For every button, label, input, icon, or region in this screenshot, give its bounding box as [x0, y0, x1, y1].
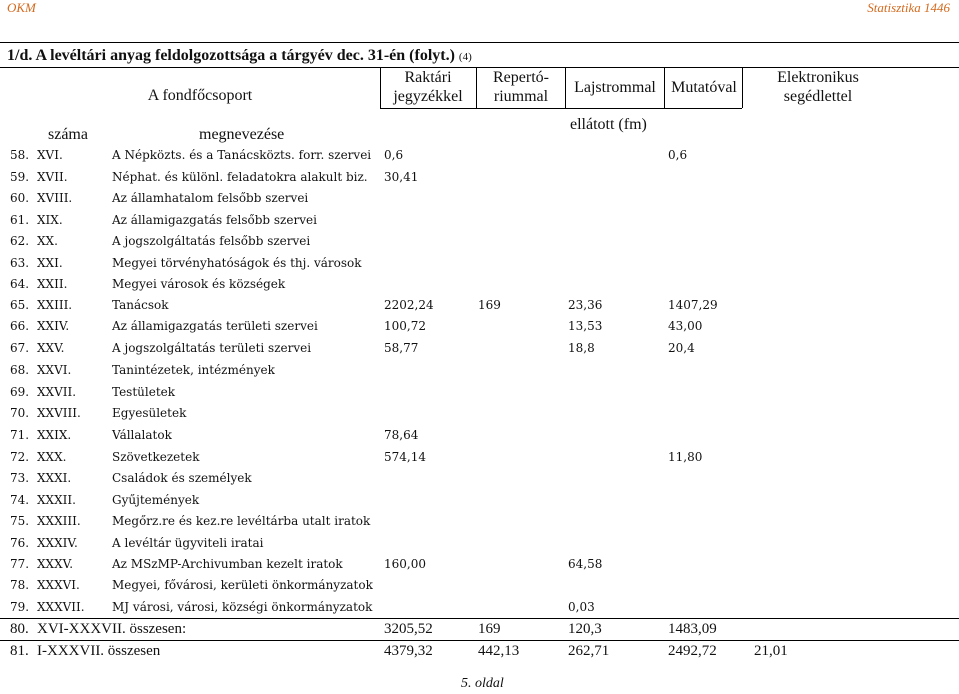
col-divider-5 [742, 68, 743, 108]
cell-name: Néphat. és különl. feladatokra alakult biz. [112, 170, 368, 184]
col-repertorium-line1: Repertó- [493, 69, 549, 86]
cell-num: 69. [10, 385, 30, 399]
cell-name: Tanintézetek, intézmények [112, 363, 275, 377]
header-right: Statisztika 1446 [867, 0, 950, 15]
cell-code: XXXV. [37, 557, 74, 571]
cell-code: XXIII. [37, 298, 73, 312]
table-title [0, 42, 959, 68]
cell-repertorium: 169 [478, 298, 501, 312]
cell-name: Vállalatok [112, 428, 172, 442]
cell-code: XX. [37, 234, 58, 248]
cell-lajstrom: 0,03 [568, 600, 595, 614]
cell-code: XXXII. [37, 493, 76, 507]
title-text: 1/d. A levéltári anyag feldolgozottsága a tárgyév dec. 31-én (folyt.) [7, 47, 455, 64]
cell-num: 59. [10, 170, 30, 184]
cell-raktari: 58,77 [384, 341, 419, 355]
cell-lajstrom: 64,58 [568, 557, 603, 571]
cell-num: 63. [10, 256, 30, 270]
cell-num: 72. [10, 450, 30, 464]
cell-code: XVII. [37, 170, 68, 184]
cell-num: 67. [10, 341, 30, 355]
cell-code: XXI. [37, 256, 63, 270]
cell-num: 76. [10, 536, 30, 550]
col-divider-1 [380, 68, 381, 108]
cell-num: 58. [10, 148, 30, 162]
cell-code: XXVIII. [37, 406, 81, 420]
title-note: (4) [458, 51, 472, 63]
cell-num: 77. [10, 557, 30, 571]
cell-num: 61. [10, 213, 30, 227]
cell-num: 70. [10, 406, 30, 420]
cell-code: XIX. [37, 213, 63, 227]
col-elektronikus-line1: Elektronikus [777, 69, 859, 86]
cell-code: XXIX. [37, 428, 72, 442]
cell-name: Egyesületek [112, 406, 187, 420]
cell-num: 73. [10, 471, 30, 485]
cell-name: A Népközts. és a Tanácsközts. forr. szervei [112, 148, 372, 162]
cell-elektronikus: 21,01 [754, 643, 788, 659]
total-row-rule [0, 618, 959, 619]
cell-mutato: 1483,09 [668, 621, 717, 637]
cell-name: Tanácsok [112, 298, 169, 312]
sub-megnevezese: megnevezése [199, 126, 285, 143]
col-lajstrom: Lajstrommal [574, 79, 656, 96]
col-divider-3 [565, 68, 566, 108]
cell-code: XXXVI. [37, 578, 80, 592]
cell-repertorium: 442,13 [478, 643, 520, 659]
cell-name: Szövetkezetek [112, 450, 200, 464]
cell-mutato: 0,6 [668, 148, 688, 162]
cell-lajstrom: 120,3 [568, 621, 602, 637]
cell-code: XXVI. [37, 363, 72, 377]
cell-name: Családok és személyek [112, 471, 252, 485]
cell-name: Megyei, fővárosi, kerületi önkormányzatok [112, 578, 373, 592]
cell-num: 64. [10, 277, 30, 291]
cell-num: 75. [10, 514, 30, 528]
cell-lajstrom: 13,53 [568, 319, 603, 333]
cell-code: XXXIII. [37, 514, 81, 528]
page-footer: 5. oldal [461, 676, 504, 691]
cell-mutato: 20,4 [668, 341, 695, 355]
cell-name: Megyei törvényhatóságok és thj. városok [112, 256, 362, 270]
cell-num: 78. [10, 578, 30, 592]
cell-num: 71. [10, 428, 30, 442]
cell-mutato: 11,80 [668, 450, 703, 464]
col-raktari-line1: Raktári [404, 69, 452, 86]
cell-raktari: 2202,24 [384, 298, 434, 312]
cell-code: I-XXXVII. összesen [37, 643, 161, 659]
col-mutato: Mutatóval [671, 79, 737, 96]
col-repertorium [477, 68, 565, 106]
cell-raktari: 3205,52 [384, 621, 433, 637]
cell-name: Gyűjtemények [112, 493, 200, 507]
cell-lajstrom: 23,36 [568, 298, 603, 312]
cell-code: XVI-XXXVII. összesen: [37, 621, 187, 637]
col-raktari [378, 68, 478, 106]
cell-mutato: 2492,72 [668, 643, 717, 659]
col-fondfocsoport: A fondfőcsoport [147, 87, 253, 104]
cell-num: 68. [10, 363, 30, 377]
cell-name: Megőrz.re és kez.re levéltárba utalt iratok [112, 514, 371, 528]
cell-name: Az államhatalom felsőbb szervei [112, 191, 309, 205]
cell-num: 79. [10, 600, 30, 614]
col-elektronikus-line2: segédlettel [783, 88, 853, 105]
cell-name: A jogszolgáltatás területi szervei [112, 341, 312, 355]
cell-code: XVI. [37, 148, 63, 162]
sub-ellatott: ellátott (fm) [570, 116, 647, 133]
col-raktari-line2: jegyzékkel [393, 88, 463, 105]
cell-code: XXV. [37, 341, 65, 355]
cell-lajstrom: 18,8 [568, 341, 595, 355]
cell-num: 80. [10, 621, 29, 637]
cell-num: 62. [10, 234, 30, 248]
cell-mutato: 43,00 [668, 319, 703, 333]
cell-name: Az államigazgatás területi szervei [112, 319, 318, 333]
cell-name: A levéltár ügyviteli iratai [112, 536, 264, 550]
cell-raktari: 30,41 [384, 170, 419, 184]
cell-num: 74. [10, 493, 30, 507]
col-repertorium-line2: riummal [493, 88, 549, 105]
cell-code: XXXI. [37, 471, 72, 485]
col-divider-4 [664, 68, 665, 108]
cell-mutato: 1407,29 [668, 298, 718, 312]
cell-lajstrom: 262,71 [568, 643, 610, 659]
cell-raktari: 0,6 [384, 148, 404, 162]
cell-raktari: 100,72 [384, 319, 426, 333]
cell-code: XXXIV. [37, 536, 78, 550]
cell-repertorium: 169 [478, 621, 501, 637]
col-elektronikus [743, 68, 893, 106]
cell-name: Testületek [112, 385, 176, 399]
cell-name: A jogszolgáltatás felsőbb szervei [112, 234, 311, 248]
cell-code: XVIII. [37, 191, 73, 205]
cell-raktari: 78,64 [384, 428, 419, 442]
cell-code: XXVII. [37, 385, 77, 399]
cell-num: 66. [10, 319, 30, 333]
cell-code: XXII. [37, 277, 68, 291]
cell-name: Az MSzMP-Archivumban kezelt iratok [112, 557, 343, 571]
cell-raktari: 574,14 [384, 450, 426, 464]
cell-raktari: 4379,32 [384, 643, 433, 659]
cell-code: XXX. [37, 450, 67, 464]
cell-num: 60. [10, 191, 30, 205]
cell-name: Megyei városok és községek [112, 277, 286, 291]
cell-code: XXIV. [37, 319, 70, 333]
header-underline [380, 108, 742, 109]
cell-num: 65. [10, 298, 30, 312]
cell-name: MJ városi, városi, községi önkormányzatok [112, 600, 373, 614]
col-divider-2 [476, 68, 477, 108]
cell-raktari: 160,00 [384, 557, 426, 571]
sub-szama: száma [48, 126, 88, 143]
cell-name: Az államigazgatás felsőbb szervei [112, 213, 317, 227]
cell-num: 81. [10, 643, 29, 659]
header-left: OKM [7, 0, 36, 15]
total-row-rule [0, 640, 959, 641]
cell-code: XXXVII. [37, 600, 85, 614]
